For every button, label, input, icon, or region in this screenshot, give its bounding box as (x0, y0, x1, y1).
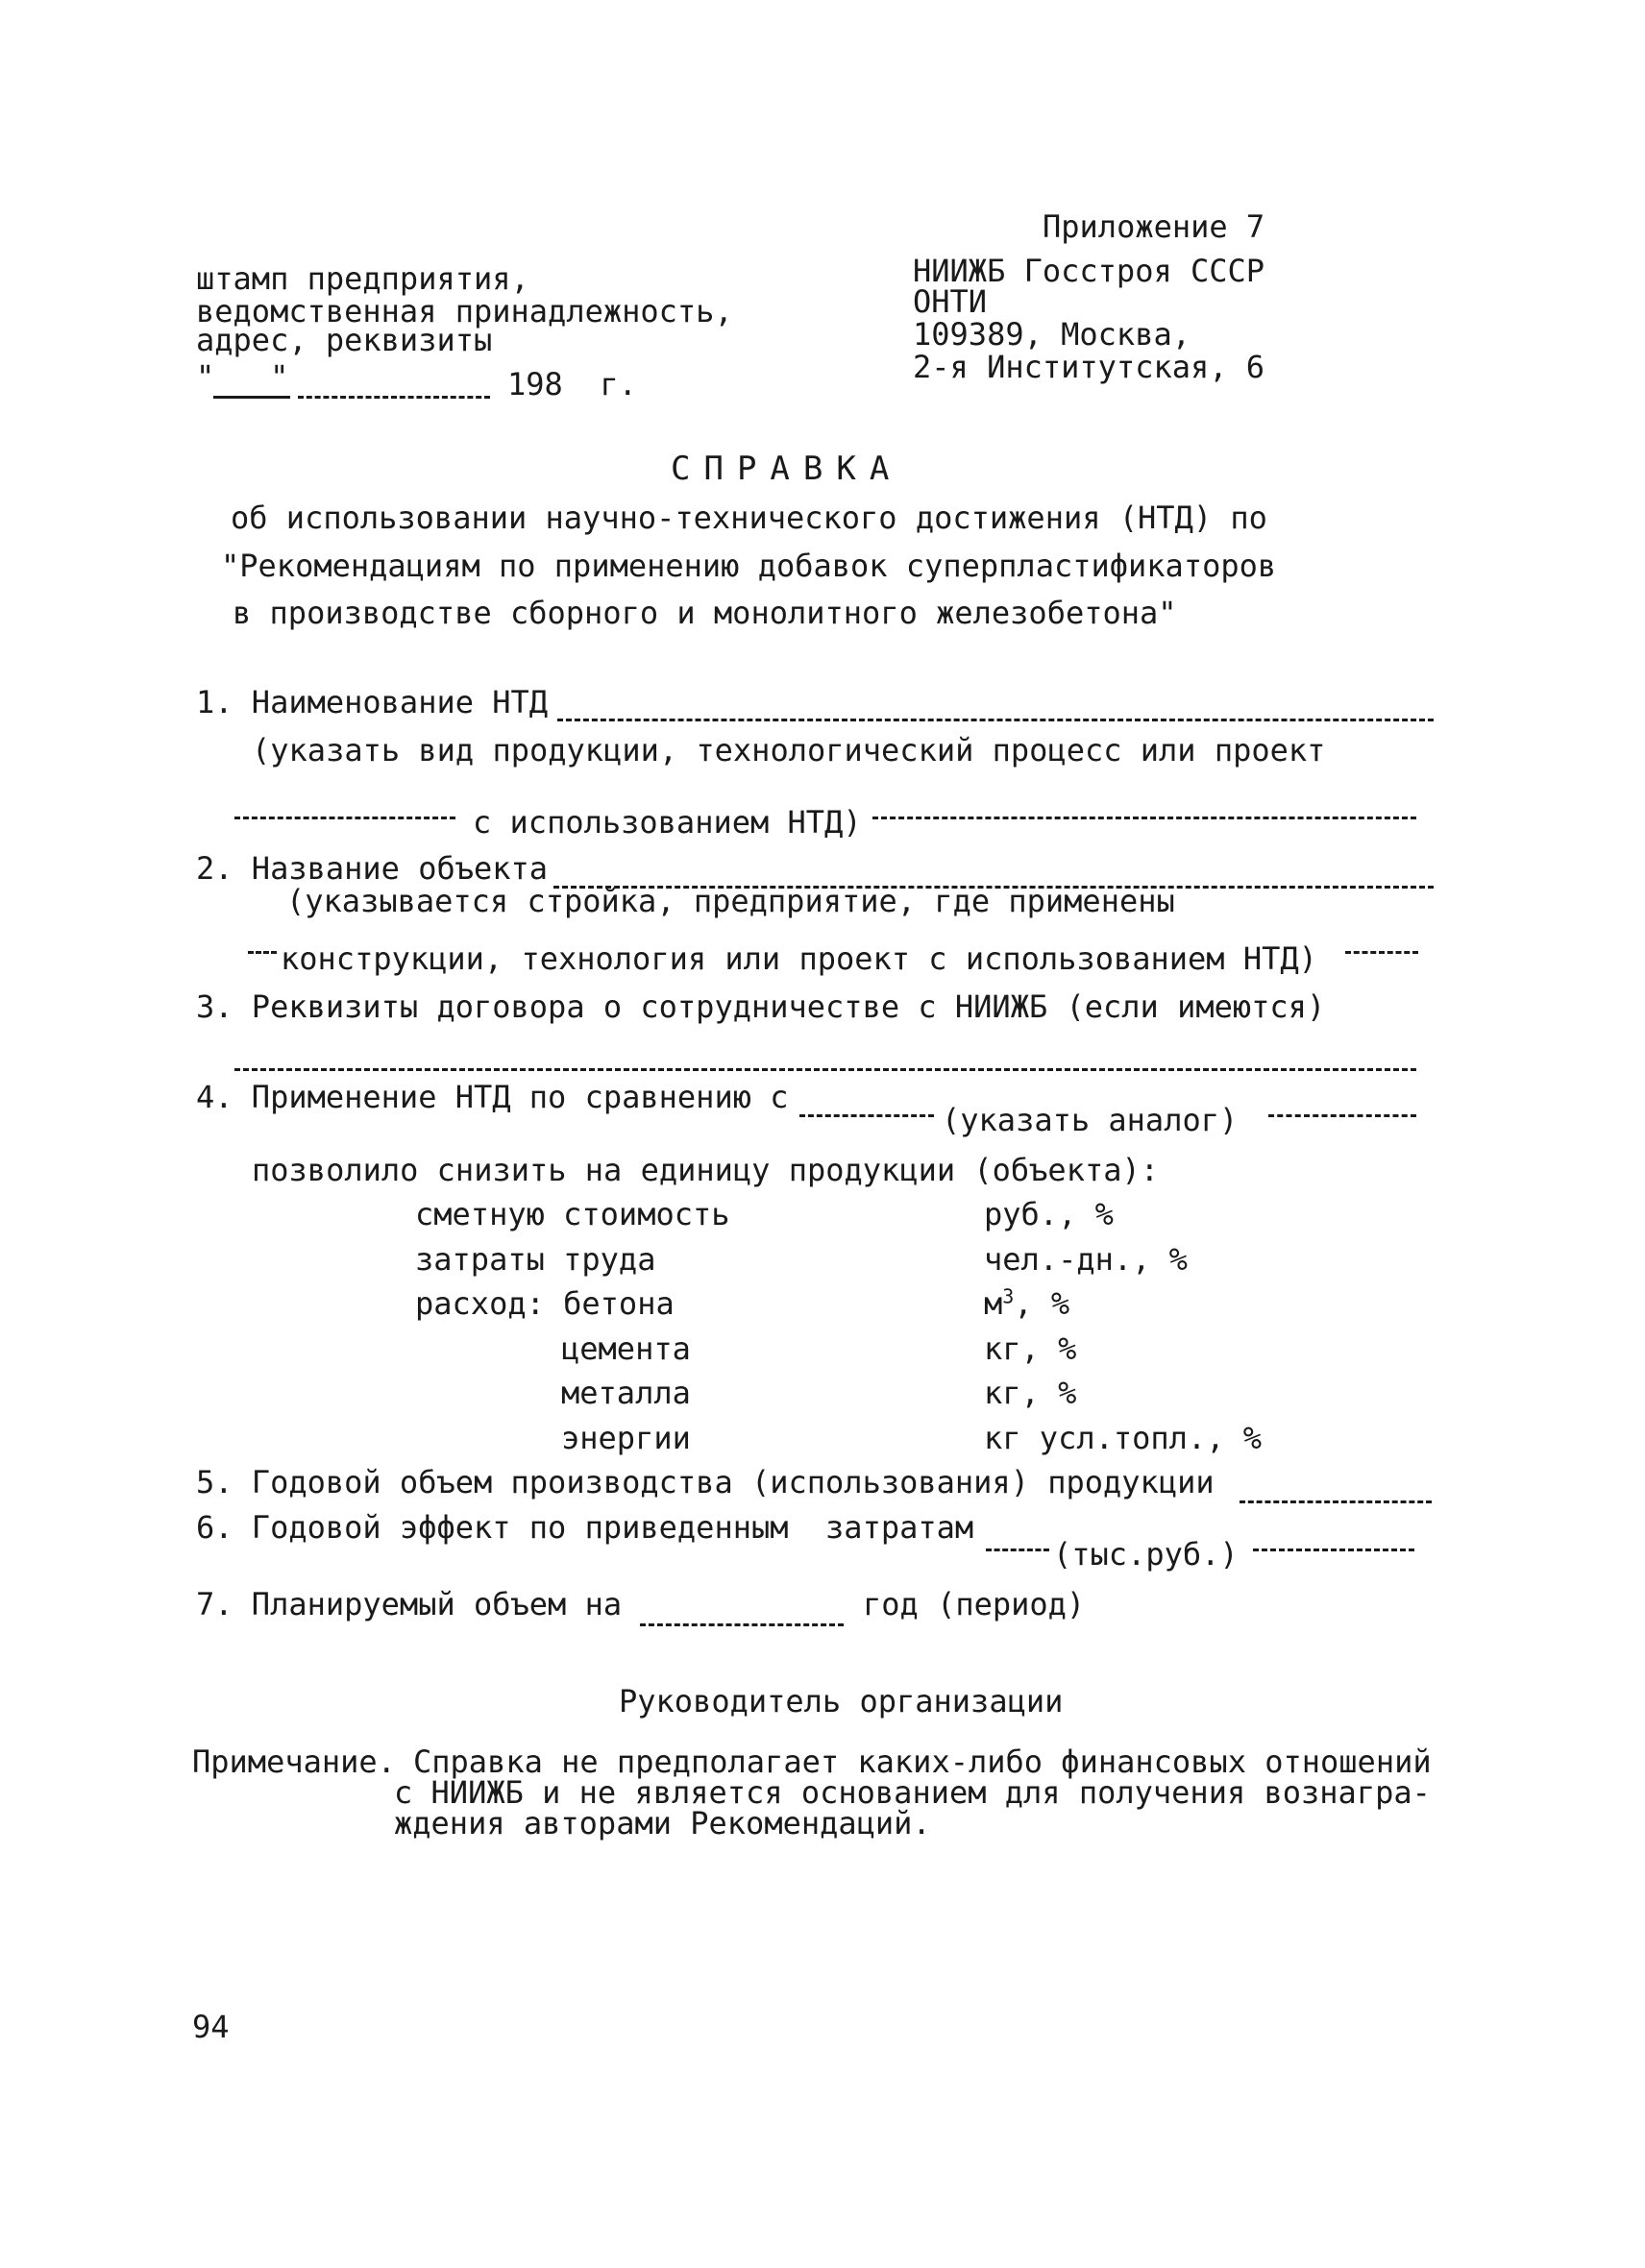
recipient-line-2: ОНТИ (913, 283, 988, 320)
savings-name: цемента (561, 1330, 691, 1367)
item-1-hint-1: (указать вид продукции, технологический процесс или проект (252, 732, 1326, 768)
item-1-fill-line[interactable] (557, 719, 1434, 721)
item-3-fill-line[interactable] (234, 1068, 1416, 1071)
item-1-hint-2: с использованием НТД) (473, 804, 862, 841)
date-day-line (213, 396, 290, 399)
item-7-label: 7. Планируемый объем на (196, 1586, 623, 1622)
unit-sup: 3 (1002, 1284, 1015, 1308)
date-month-line (298, 396, 490, 399)
date-quotes: " " (196, 358, 289, 395)
item-6-line-left[interactable] (986, 1549, 1049, 1551)
item-5-fill-line[interactable] (1240, 1500, 1432, 1503)
item-1-line-right[interactable] (872, 817, 1416, 819)
appendix-label: Приложение 7 (1043, 208, 1265, 245)
item-2-line-left[interactable] (248, 951, 277, 954)
item-4-hint: (указать аналог) (942, 1102, 1239, 1138)
savings-unit-concrete (984, 1286, 1069, 1321)
signature-label: Руководитель организации (619, 1683, 1064, 1719)
document-title: СПРАВКА (671, 450, 903, 488)
savings-unit: чел.-дн., % (984, 1241, 1188, 1278)
unit-base: м (984, 1285, 1003, 1322)
savings-name: сметную стоимость (415, 1196, 730, 1232)
item-4-line-right[interactable] (1268, 1114, 1416, 1117)
item-6-label: 6. Годовой эффект по приведенным затратам (196, 1509, 974, 1546)
item-7-fill-line[interactable] (640, 1623, 844, 1626)
recipient-line-3: 109389, Москва, (913, 316, 1191, 353)
item-4-allowed: позволило снизить на единицу продукции (объекта): (252, 1152, 1160, 1188)
item-5-label: 5. Годовой объем производства (использования) продукции (196, 1464, 1215, 1500)
note-line-2: с НИИЖБ и не является основанием для получения вознагра- (394, 1774, 1431, 1811)
item-2-line-right[interactable] (1345, 951, 1418, 954)
item-6-hint: (тыс.руб.) (1053, 1536, 1239, 1573)
subtitle-line-3: в производстве сборного и монолитного железобетона" (233, 595, 1177, 631)
stamp-line-3: адрес, реквизиты (196, 322, 493, 358)
item-3-label: 3. Реквизиты договора о сотрудничестве с НИИЖБ (если имеются) (196, 988, 1326, 1025)
recipient-line-1: НИИЖБ Госстроя СССР (913, 253, 1265, 289)
item-2-hint-1: (указывается стройка, предприятие, где применены (286, 883, 1175, 919)
item-1-label: 1. Наименование НТД (196, 684, 549, 720)
unit-tail: , % (1014, 1285, 1070, 1322)
item-4-label: 4. Применение НТД по сравнению с (196, 1079, 789, 1115)
savings-name: металла (561, 1375, 691, 1411)
stamp-line-1: штамп предприятия, (196, 260, 529, 297)
savings-unit: кг усл.топл., % (984, 1420, 1262, 1456)
savings-unit: руб., % (984, 1196, 1114, 1232)
stamp-line-2: ведомственная принадлежность, (196, 293, 733, 329)
item-6-line-right[interactable] (1253, 1549, 1414, 1551)
note-line-3: ждения авторами Рекомендаций. (394, 1805, 931, 1841)
savings-name: расход: бетона (415, 1285, 675, 1322)
recipient-line-4: 2-я Институтская, 6 (913, 349, 1265, 385)
note-line-1: Справка не предполагает каких-либо финансовых отношений (413, 1744, 1432, 1780)
savings-unit: кг, % (984, 1330, 1077, 1367)
date-year: 198 г. (507, 366, 637, 402)
note-label: Примечание. (192, 1744, 396, 1780)
item-1-line-left[interactable] (234, 817, 455, 819)
savings-name: энергии (561, 1420, 691, 1456)
page-number: 94 (192, 2009, 230, 2045)
subtitle-line-1: об использовании научно-технического достижения (НТД) по (231, 500, 1267, 536)
subtitle-line-2: "Рекомендациям по применению добавок суперпластификаторов (221, 548, 1277, 584)
item-4-line-left[interactable] (799, 1114, 934, 1117)
savings-unit: кг, % (984, 1375, 1077, 1411)
item-7-suffix: год (период) (863, 1586, 1086, 1622)
savings-name: затраты труда (415, 1241, 656, 1278)
item-2-label: 2. Название объекта (196, 850, 549, 887)
item-2-hint-2: конструкции, технология или проект с использованием НТД) (281, 940, 1317, 977)
